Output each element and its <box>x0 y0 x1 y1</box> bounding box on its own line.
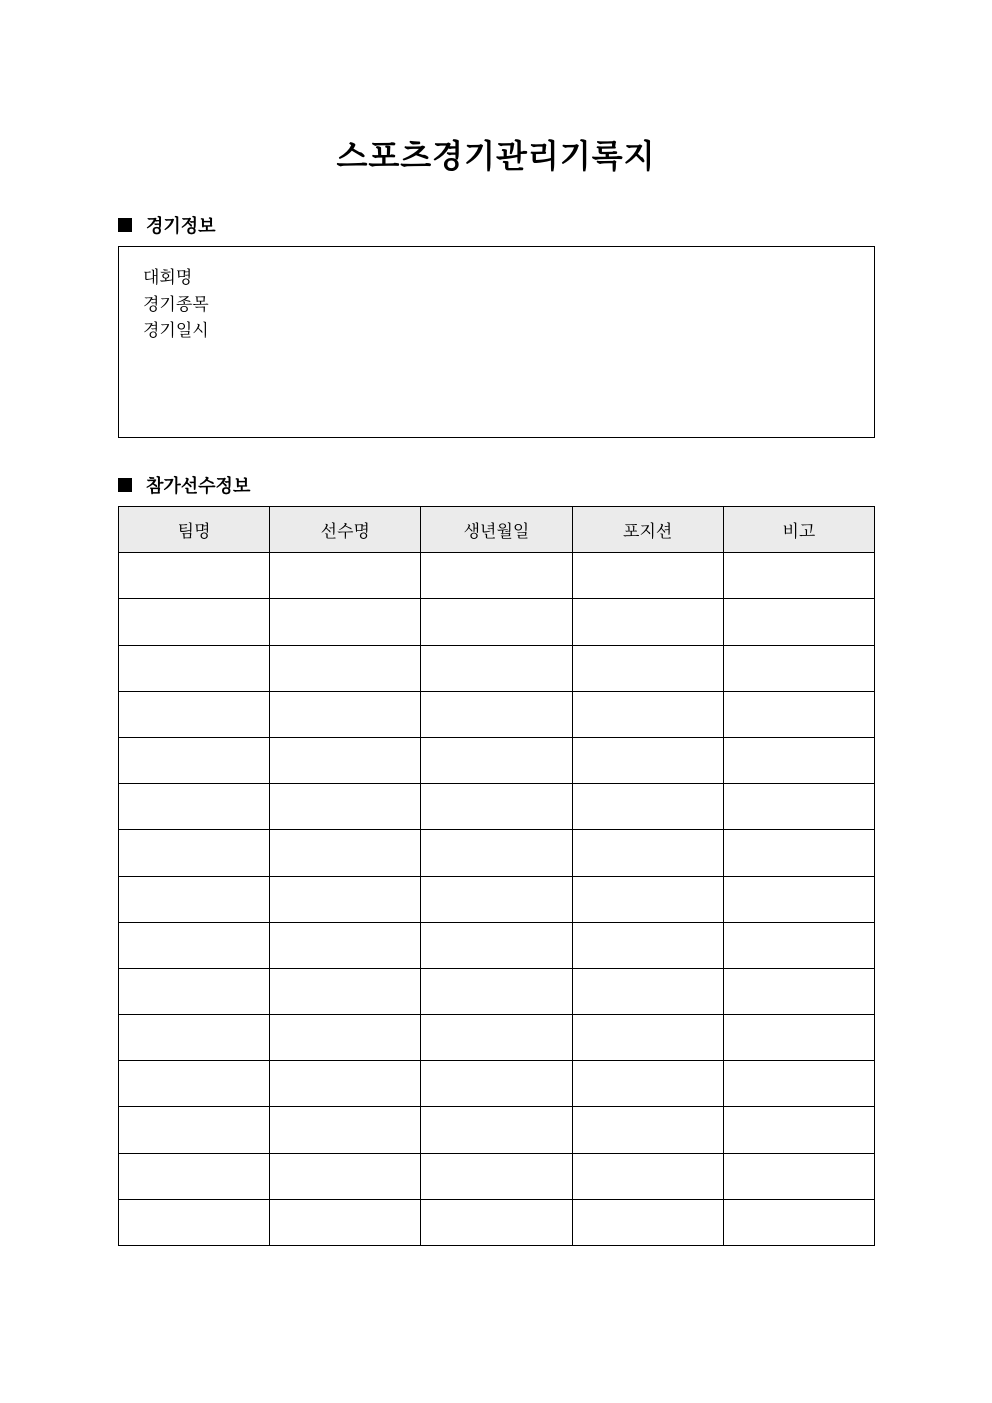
game-info-box <box>118 246 875 438</box>
table-cell[interactable] <box>119 1199 270 1245</box>
table-cell[interactable] <box>119 1107 270 1153</box>
table-cell[interactable] <box>270 784 421 830</box>
table-cell[interactable] <box>723 922 874 968</box>
table-cell[interactable] <box>572 830 723 876</box>
column-header-team: 팀명 <box>119 507 270 553</box>
table-cell[interactable] <box>270 1199 421 1245</box>
table-cell[interactable] <box>270 830 421 876</box>
table-cell[interactable] <box>119 645 270 691</box>
table-cell[interactable] <box>572 691 723 737</box>
column-header-birthdate: 생년월일 <box>421 507 572 553</box>
table-row <box>119 1015 875 1061</box>
table-cell[interactable] <box>270 1015 421 1061</box>
table-cell[interactable] <box>723 784 874 830</box>
table-row <box>119 599 875 645</box>
table-cell[interactable] <box>572 645 723 691</box>
table-cell[interactable] <box>421 968 572 1014</box>
table-cell[interactable] <box>723 737 874 783</box>
table-cell[interactable] <box>270 1061 421 1107</box>
table-row <box>119 737 875 783</box>
table-row <box>119 553 875 599</box>
table-row <box>119 1199 875 1245</box>
table-cell[interactable] <box>723 1199 874 1245</box>
table-cell[interactable] <box>572 599 723 645</box>
table-row <box>119 830 875 876</box>
section-heading-label: 경기정보 <box>146 216 216 237</box>
square-bullet-icon <box>118 478 132 492</box>
table-row <box>119 968 875 1014</box>
field-label-event: 경기종목 <box>143 294 209 315</box>
table-cell[interactable] <box>119 1061 270 1107</box>
table-cell[interactable] <box>421 876 572 922</box>
table-cell[interactable] <box>270 737 421 783</box>
table-cell[interactable] <box>723 876 874 922</box>
table-cell[interactable] <box>421 553 572 599</box>
table-cell[interactable] <box>421 1199 572 1245</box>
table-cell[interactable] <box>421 645 572 691</box>
player-table <box>118 506 875 1246</box>
column-header-position: 포지션 <box>572 507 723 553</box>
table-row <box>119 1153 875 1199</box>
table-cell[interactable] <box>421 599 572 645</box>
table-cell[interactable] <box>572 553 723 599</box>
table-cell[interactable] <box>572 1107 723 1153</box>
table-cell[interactable] <box>421 784 572 830</box>
table-cell[interactable] <box>270 876 421 922</box>
table-cell[interactable] <box>572 1061 723 1107</box>
table-cell[interactable] <box>119 922 270 968</box>
table-cell[interactable] <box>119 876 270 922</box>
column-header-player: 선수명 <box>270 507 421 553</box>
page-title: 스포츠경기관리기록지 <box>336 137 656 175</box>
table-cell[interactable] <box>119 830 270 876</box>
table-cell[interactable] <box>119 691 270 737</box>
table-cell[interactable] <box>270 645 421 691</box>
table-cell[interactable] <box>723 1061 874 1107</box>
table-cell[interactable] <box>723 691 874 737</box>
section-heading-game-info <box>118 212 216 238</box>
table-cell[interactable] <box>119 599 270 645</box>
table-cell[interactable] <box>119 553 270 599</box>
table-cell[interactable] <box>421 830 572 876</box>
table-cell[interactable] <box>421 691 572 737</box>
table-cell[interactable] <box>119 737 270 783</box>
table-cell[interactable] <box>723 553 874 599</box>
table-cell[interactable] <box>421 1107 572 1153</box>
table-cell[interactable] <box>119 1153 270 1199</box>
table-cell[interactable] <box>270 968 421 1014</box>
section-heading-players <box>118 472 250 498</box>
table-cell[interactable] <box>572 922 723 968</box>
table-cell[interactable] <box>572 784 723 830</box>
table-row <box>119 1061 875 1107</box>
table-cell[interactable] <box>723 599 874 645</box>
table-cell[interactable] <box>572 1153 723 1199</box>
table-cell[interactable] <box>270 1153 421 1199</box>
square-bullet-icon <box>118 218 132 232</box>
field-label-competition: 대회명 <box>143 268 193 288</box>
table-cell[interactable] <box>572 1199 723 1245</box>
table-cell[interactable] <box>723 1107 874 1153</box>
table-cell[interactable] <box>723 968 874 1014</box>
table-cell[interactable] <box>421 737 572 783</box>
table-cell[interactable] <box>421 922 572 968</box>
table-cell[interactable] <box>723 645 874 691</box>
table-cell[interactable] <box>572 1015 723 1061</box>
table-cell[interactable] <box>270 599 421 645</box>
table-cell[interactable] <box>723 1153 874 1199</box>
table-cell[interactable] <box>119 784 270 830</box>
table-cell[interactable] <box>723 1015 874 1061</box>
table-cell[interactable] <box>270 922 421 968</box>
table-row <box>119 691 875 737</box>
section-heading-label: 참가선수정보 <box>146 476 251 497</box>
table-cell[interactable] <box>572 876 723 922</box>
table-cell[interactable] <box>421 1061 572 1107</box>
field-label-datetime: 경기일시 <box>143 321 209 341</box>
table-cell[interactable] <box>119 1015 270 1061</box>
table-row <box>119 876 875 922</box>
column-header-note: 비고 <box>723 507 874 553</box>
table-row <box>119 1107 875 1153</box>
table-cell[interactable] <box>270 691 421 737</box>
table-row <box>119 784 875 830</box>
table-cell[interactable] <box>119 968 270 1014</box>
table-cell[interactable] <box>270 1107 421 1153</box>
table-cell[interactable] <box>723 830 874 876</box>
table-cell[interactable] <box>270 553 421 599</box>
table-cell[interactable] <box>421 1153 572 1199</box>
table-row <box>119 922 875 968</box>
table-row <box>119 645 875 691</box>
table-cell[interactable] <box>572 737 723 783</box>
table-header-row <box>119 507 875 553</box>
table-cell[interactable] <box>572 968 723 1014</box>
table-cell[interactable] <box>421 1015 572 1061</box>
